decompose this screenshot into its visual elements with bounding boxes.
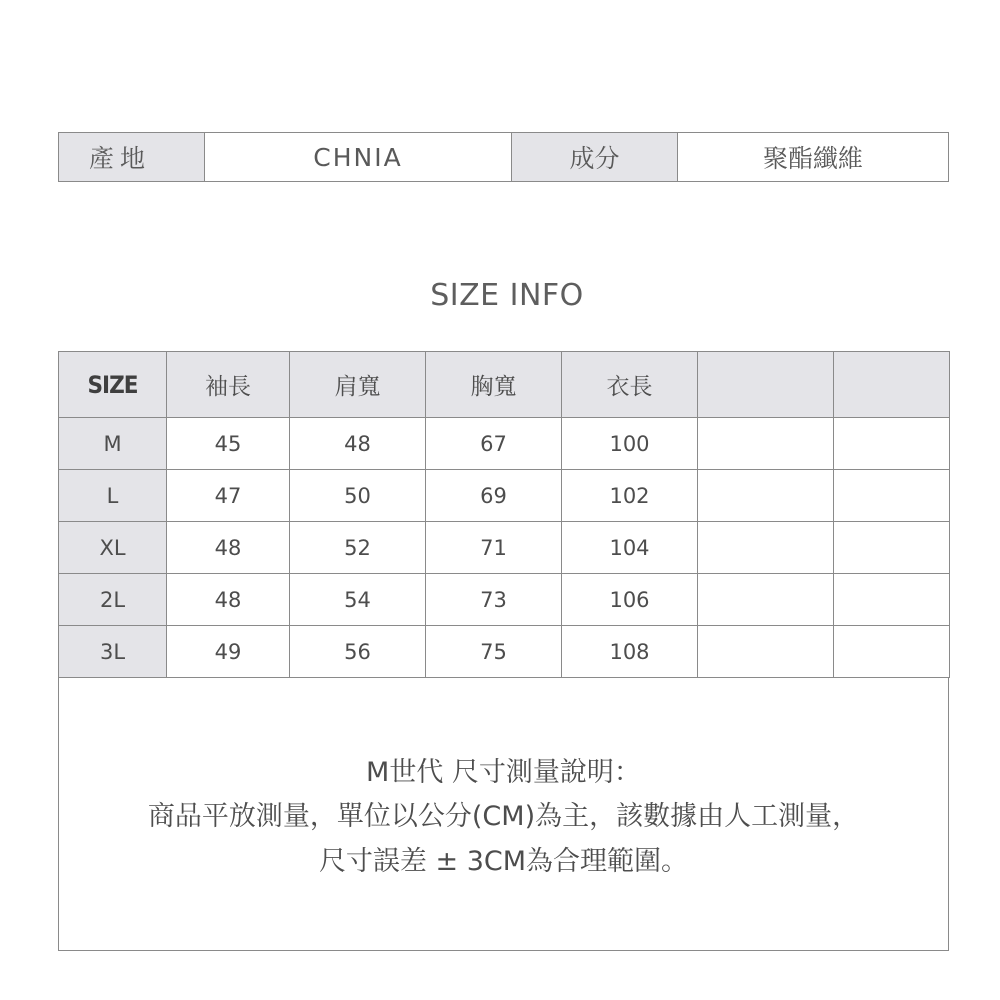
product-info-strip xyxy=(58,132,949,182)
empty-cell xyxy=(698,418,834,470)
header-empty-1 xyxy=(698,352,834,418)
header-garment-length: 衣長 xyxy=(562,352,698,418)
length-cell: 104 xyxy=(562,522,698,574)
sleeve-cell: 48 xyxy=(167,574,290,626)
size-info-heading: SIZE INFO xyxy=(430,278,584,313)
size-cell: 3L xyxy=(59,626,167,678)
chest-cell: 69 xyxy=(426,470,562,522)
size-table xyxy=(58,351,950,678)
empty-cell xyxy=(834,574,950,626)
header-shoulder-width: 肩寬 xyxy=(290,352,426,418)
size-cell: 2L xyxy=(59,574,167,626)
empty-cell xyxy=(698,626,834,678)
sleeve-cell: 49 xyxy=(167,626,290,678)
shoulder-cell: 54 xyxy=(290,574,426,626)
chest-cell: 75 xyxy=(426,626,562,678)
chest-cell: 71 xyxy=(426,522,562,574)
empty-cell xyxy=(698,522,834,574)
length-cell: 106 xyxy=(562,574,698,626)
size-cell: M xyxy=(59,418,167,470)
material-label: 成分 xyxy=(511,133,677,181)
note-body-line: 尺寸誤差 ± 3CM為合理範圍。 xyxy=(318,846,689,877)
measurement-note xyxy=(58,678,949,951)
empty-cell xyxy=(834,626,950,678)
size-cell: L xyxy=(59,470,167,522)
empty-cell xyxy=(834,470,950,522)
table-row xyxy=(59,522,950,574)
table-row xyxy=(59,470,950,522)
length-cell: 108 xyxy=(562,626,698,678)
sleeve-cell: 45 xyxy=(167,418,290,470)
chest-cell: 67 xyxy=(426,418,562,470)
note-title: M世代 尺寸測量說明： xyxy=(366,757,641,788)
material-value: 聚酯纖維 xyxy=(677,133,948,181)
size-cell: XL xyxy=(59,522,167,574)
table-header-row xyxy=(59,352,950,418)
shoulder-cell: 52 xyxy=(290,522,426,574)
origin-label: 產地 xyxy=(59,133,204,181)
table-row xyxy=(59,626,950,678)
header-size: SIZE xyxy=(59,352,167,418)
sleeve-cell: 47 xyxy=(167,470,290,522)
header-chest-width: 胸寬 xyxy=(426,352,562,418)
note-body-line: 商品平放測量，單位以公分(CM)為主，該數據由人工測量， xyxy=(147,801,860,832)
empty-cell xyxy=(834,418,950,470)
table-row xyxy=(59,574,950,626)
shoulder-cell: 50 xyxy=(290,470,426,522)
header-sleeve-length: 袖長 xyxy=(167,352,290,418)
table-row xyxy=(59,418,950,470)
header-empty-2 xyxy=(834,352,950,418)
chest-cell: 73 xyxy=(426,574,562,626)
shoulder-cell: 56 xyxy=(290,626,426,678)
sleeve-cell: 48 xyxy=(167,522,290,574)
empty-cell xyxy=(698,574,834,626)
length-cell: 102 xyxy=(562,470,698,522)
empty-cell xyxy=(698,470,834,522)
origin-value: CHNIA xyxy=(204,133,511,181)
length-cell: 100 xyxy=(562,418,698,470)
shoulder-cell: 48 xyxy=(290,418,426,470)
empty-cell xyxy=(834,522,950,574)
